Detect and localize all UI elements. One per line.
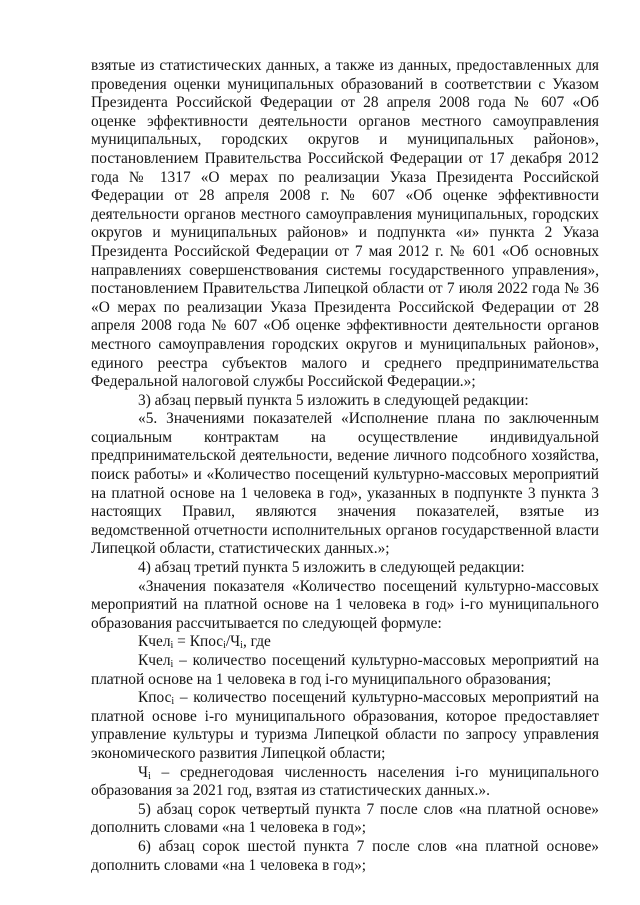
definition-text: – среднегодовая численность населения i-го муниципального образования за 2021 год, взятая из статистических данных.». bbox=[91, 763, 599, 800]
paragraph-item-5: 5) абзац сорок четвертый пункта 7 после слов «на платной основе» дополнить словами «на 1 человека в год»; bbox=[91, 800, 599, 837]
definition-kchel bbox=[91, 652, 599, 689]
formula bbox=[91, 633, 599, 652]
formula-lhs: Кчел bbox=[138, 633, 171, 651]
paragraph-indicator-values: «Значения показателя «Количество посещений культурно-массовых мероприятий на платной основе на 1 человека в год» i-го муниципального образования рассчитывается по следующей формуле: bbox=[91, 577, 599, 632]
formula-numerator-subscript: i bbox=[223, 640, 226, 652]
paragraph-point-5: «5. Значениями показателей «Исполнение плана по заключенным социальным контрактам на осуществление индивидуальной предпринимательской деятельности, ведение личного подсобного хозяйства, поиск работы» и «Количество посещений культурно-массовых мероприятий на платной основе на 1 человека в год», указанных в подпункте 3 пункта 3 настоящих Правил, являются значения показателей, взятые из ведомственной отчетности исполнительных органов государственной власти Липецкой области, статистических данных.»; bbox=[91, 410, 599, 558]
paragraph-item-4: 4) абзац третий пункта 5 изложить в следующей редакции: bbox=[138, 559, 525, 577]
formula-lhs-subscript: i bbox=[170, 640, 174, 652]
definition-symbol: Ч bbox=[138, 763, 149, 781]
definition-subscript: i bbox=[170, 659, 174, 670]
formula-denominator-subscript: i bbox=[240, 640, 243, 652]
paragraph-item-6: 6) абзац сорок шестой пункта 7 после слов «на платной основе» дополнить словами «на 1 человека в год»; bbox=[91, 837, 599, 874]
definition-ch bbox=[91, 764, 599, 801]
definition-symbol: Кчел bbox=[138, 652, 171, 669]
formula-tail: , где bbox=[242, 633, 271, 651]
paragraph-item-3: 3) абзац первый пункта 5 изложить в следующей редакции: bbox=[138, 391, 529, 409]
definition-text: – количество посещений культурно-массовых мероприятий на платной основе на 1 человека в год i-го муниципального образования; bbox=[91, 652, 599, 688]
formula-denominator: /Ч bbox=[225, 633, 241, 651]
definition-subscript: i bbox=[148, 770, 151, 782]
document-page bbox=[91, 57, 599, 875]
definition-symbol: Кпос bbox=[138, 689, 172, 707]
definition-subscript: i bbox=[171, 696, 175, 708]
formula-numerator: = Кпос bbox=[173, 633, 224, 651]
definition-text: – количество посещений культурно-массовых мероприятий на платной основе i-го муниципального образования, которое предоставляет управление культуры и туризма Липецкой области по запросу управления экономического развития Липецкой области; bbox=[91, 689, 599, 762]
definition-kpos bbox=[91, 689, 599, 763]
paragraph-sources: взятые из статистических данных, а также из данных, предоставленных для проведения оценки муниципальных образований в соответствии с Указом Президента Российской Федерации от 28 апреля 2008 года № 607 «Об оценке эффективности деятельности органов местного самоуправления муниципальных, городских округов и муниципальных районов», постановлением Правительства Российской Федерации от 17 декабря 2012 года № 1317 «О мерах по реализации Указа Президента Российской Федерации от 28 апреля 2008 г. № 607 «Об оценке эффективности деятельности органов местного самоуправления муниципальных, городских округов и муниципальных районов» и подпункта «и» пункта 2 Указа Президента Российской Федерации от 7 мая 2012 г. № 601 «Об основных направлениях совершенствования системы государственного управления», постановлением Правительства Липецкой области от 7 июля 2022 года № 36 «О мерах по реализации Указа Президента Российской Федерации от 28 апреля 2008 года № 607 «Об оценке эффективности деятельности органов местного самоуправления городских округов и муниципальных районов», единого реестра субъектов малого и среднего предпринимательства Федеральной налоговой службы Российской Федерации.»; bbox=[91, 57, 599, 391]
